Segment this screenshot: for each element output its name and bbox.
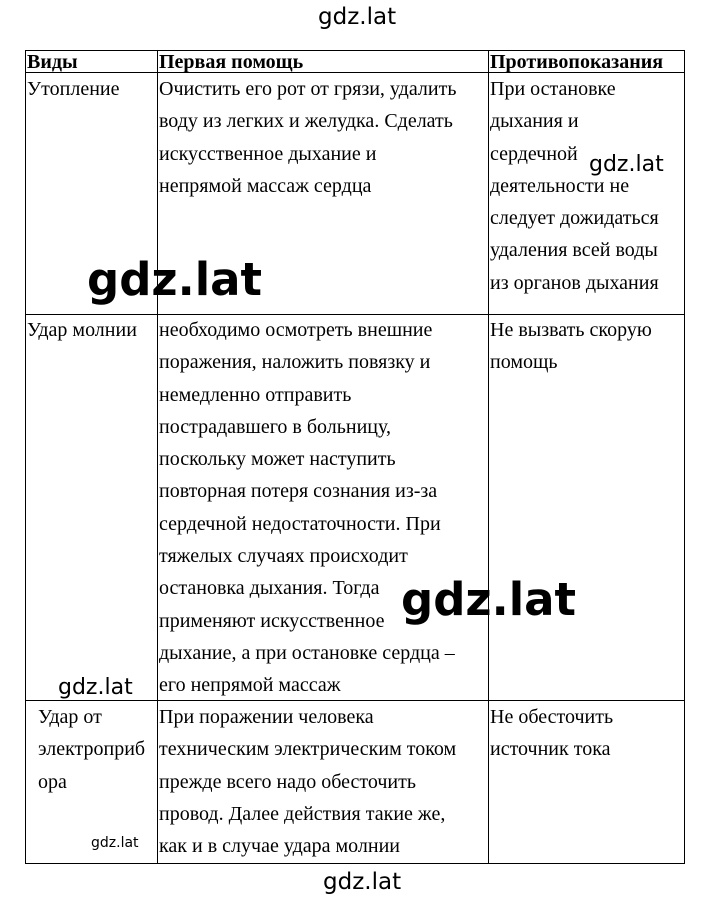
row-lightning-contra bbox=[490, 314, 652, 379]
cell-line: При остановке bbox=[490, 78, 616, 100]
row-electric-contra bbox=[490, 701, 613, 766]
cell-line: следует дожидаться bbox=[490, 207, 659, 230]
cell-line: воду из легких и желудка. Сделать bbox=[159, 110, 453, 133]
cell-line: сердечной bbox=[490, 142, 578, 165]
header-type: Виды bbox=[27, 51, 78, 73]
cell-line: Не вызвать скорую bbox=[490, 319, 652, 341]
watermark: gdz.lat bbox=[91, 835, 139, 851]
watermark: gdz.lat bbox=[323, 869, 402, 895]
header-contraindications: Противопоказания bbox=[490, 51, 664, 73]
cell-line: источник тока bbox=[490, 738, 611, 761]
cell-line: пострадавшего в больницу, bbox=[159, 415, 391, 438]
row-drowning-contra bbox=[490, 73, 659, 299]
cell-line: немедленно отправить bbox=[159, 383, 352, 406]
cell-line: электроприб bbox=[38, 738, 146, 761]
cell-line: помощь bbox=[490, 351, 558, 374]
watermark: gdz.lat bbox=[87, 253, 263, 306]
cell-line: дыхание, а при остановке сердца – bbox=[159, 641, 455, 664]
cell-line: Не обесточить bbox=[490, 706, 614, 728]
watermark: gdz.lat bbox=[589, 152, 664, 177]
cell-line: непрямой массаж сердца bbox=[159, 174, 372, 197]
row-drowning-type bbox=[27, 73, 119, 105]
cell-line: дыхания и bbox=[490, 110, 579, 133]
row-electric-first-aid bbox=[159, 701, 456, 862]
column-divider bbox=[488, 51, 489, 863]
cell-line: как и в случае удара молнии bbox=[159, 835, 400, 858]
cell-line: тяжелых случаях происходит bbox=[159, 545, 408, 568]
cell-line: применяют искусственное bbox=[159, 609, 385, 632]
first-aid-table bbox=[25, 50, 685, 864]
column-divider bbox=[157, 51, 158, 863]
cell-line: сердечной недостаточности. При bbox=[159, 512, 441, 535]
cell-line: повторная потеря сознания из-за bbox=[159, 480, 438, 503]
row-electric-type bbox=[38, 701, 145, 798]
cell-line: провод. Далее действия такие же, bbox=[159, 802, 446, 825]
watermark: gdz.lat bbox=[58, 675, 133, 700]
cell-line: необходимо осмотреть внешние bbox=[159, 319, 433, 341]
cell-line: удаления всей воды bbox=[490, 239, 658, 262]
cell-line: остановка дыхания. Тогда bbox=[159, 577, 380, 600]
cell-line: поражения, наложить повязку и bbox=[159, 351, 431, 374]
row-lightning-type bbox=[27, 314, 137, 346]
cell-line: прежде всего надо обесточить bbox=[159, 770, 416, 793]
cell-line: ора bbox=[38, 770, 67, 793]
header-first-aid: Первая помощь bbox=[159, 51, 304, 73]
watermark: gdz.lat bbox=[401, 573, 577, 626]
cell-line: При поражении человека bbox=[159, 706, 374, 728]
cell-line: Удар от bbox=[38, 706, 102, 728]
cell-line: Удар молнии bbox=[27, 319, 137, 341]
cell-line: из органов дыхания bbox=[490, 271, 659, 294]
cell-line: поскольку может наступить bbox=[159, 448, 396, 471]
cell-line: Утопление bbox=[27, 78, 120, 100]
cell-line: его непрямой массаж bbox=[159, 674, 341, 697]
cell-line: искусственное дыхание и bbox=[159, 142, 377, 165]
row-drowning-first-aid bbox=[159, 73, 456, 202]
row-lightning-first-aid bbox=[159, 314, 455, 702]
watermark: gdz.lat bbox=[318, 4, 397, 30]
cell-line: деятельности не bbox=[490, 174, 630, 197]
cell-line: техническим электрическим током bbox=[159, 738, 457, 761]
cell-line: Очистить его рот от грязи, удалить bbox=[159, 78, 457, 100]
